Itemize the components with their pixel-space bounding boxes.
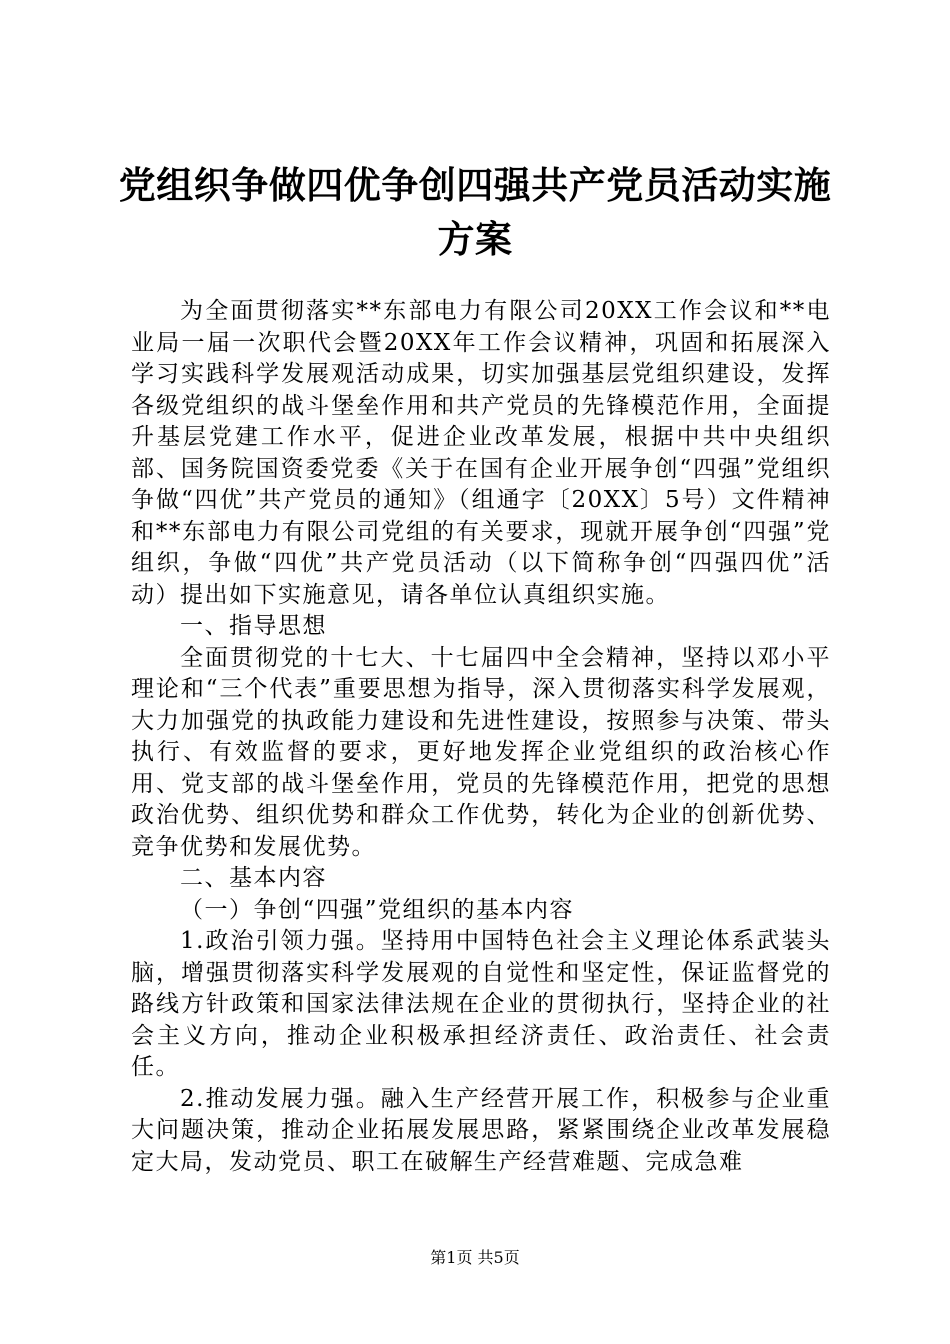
document-body xyxy=(131,296,831,1178)
section-heading-guiding-ideology: 一、指导思想 xyxy=(180,613,327,639)
item-political-leadership: 1.政治引领力强。坚持用中国特色社会主义理论体系武装头脑，增强贯彻落实科学发展观的自觉性和坚定性，保证监督党的路线方针政策和国家法律法规在企业的贯彻执行，坚持企业的社会主义方向，推动企业积极承担经济责任、政治责任、社会责任。 xyxy=(131,928,831,1080)
page-number-footer: 第1页 共5页 xyxy=(430,1248,520,1267)
subsection-heading-four-strong: （一）争创“四强”党组织的基本内容 xyxy=(180,896,575,923)
intro-paragraph: 为全面贯彻落实**东部电力有限公司20XX工作会议和**电业局一届一次职代会暨20XX年工作会议精神，巩固和拓展深入学习实践科学发展观活动成果，切实加强基层党组织建设，发挥各级党组织的战斗堡垒作用和共产党员的先锋模范作用，全面提升基层党建工作水平，促进企业改革发展，根据中共中央组织部、国务院国资委党委《关于在国有企业开展争创“四强”党组织争做“四优”共产党员的通知》（组通字〔20XX〕5号）文件精神和**东部电力有限公司党组的有关要求，现就开展争创“四强”党组织，争做“四优”共产党员活动（以下简称争创“四强四优”活动）提出如下实施意见，请各单位认真组织实施。 xyxy=(131,298,831,608)
item-development-drive: 2.推动发展力强。融入生产经营开展工作，积极参与企业重大问题决策，推动企业拓展发展思路，紧紧围绕企业改革发展稳定大局，发动党员、职工在破解生产经营难题、完成急难 xyxy=(131,1085,831,1175)
guiding-ideology-paragraph: 全面贯彻党的十七大、十七届四中全会精神，坚持以邓小平理论和“三个代表”重要思想为指导，深入贯彻落实科学发展观，大力加强党的执政能力建设和先进性建设，按照参与决策、带头执行、有效监督的要求，更好地发挥企业党组织的政治核心作用、党支部的战斗堡垒作用，党员的先锋模范作用，把党的思想政治优势、组织优势和群众工作优势，转化为企业的创新优势、竞争优势和发展优势。 xyxy=(131,644,831,860)
section-heading-basic-content: 二、基本内容 xyxy=(180,865,327,891)
document-title: 党组织争做四优争创四强共产党员活动实施方案 xyxy=(118,163,832,261)
